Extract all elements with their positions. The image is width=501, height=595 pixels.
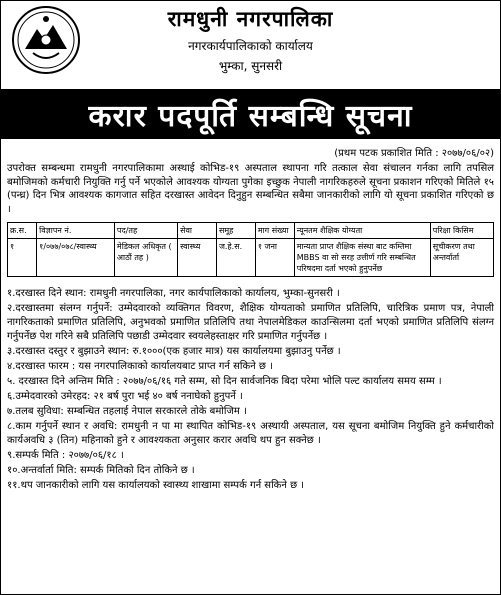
condition-item: २.दरखास्तमा संलग्न गर्नुपर्ने: उम्मेदवारको व्यक्तिगत विवरण, शैक्षिक योग्यताको प्रमाणित प्रतिलिपि, चारित्रिक प्रमाण पत्र, नेपाली नागरिकताको प्रमाणित प्रतिलिपि, अनुभवको प्रमाणित प्रतिलिपि तथा नेपालमेडिकल काउन्सिलमा दर्ता भएको प्रमाणित प्रतिलिपि संलग्न गर्नुपर्नेछ पेश गरिने सबै प्रतिलिपि पछाडी उम्मेदवार स्वयलेहस्ताक्षर गरि प्रमाणित गर्नुपर्नेछ । [7,303,494,342]
cell-service: स्वास्थ्य [178,239,217,277]
cell-sn: १ [8,239,37,277]
vacancy-table [7,222,494,277]
cell-qualification: मान्यता प्राप्त शैक्षिक संस्था बाट कम्तिमा MBBS वा सो सरह उत्तीर्ण गरि सम्बन्धित परिषदमा दर्ता भएको हुनुपर्नेछ [294,239,430,277]
cell-group: ज.हे.स. [216,239,255,277]
table-row [8,239,494,277]
office-location: भुम्का, सुनसरी [218,59,283,73]
condition-item: ११.थप जानकारीको लागि यस कार्यालयको स्वास्थ्य शाखामा सम्पर्क गर्न सकिने छ । [7,480,305,491]
office-name: नगरकार्यपालिकाको कार्यालय [188,39,313,53]
col-header-exam: परिक्षा किसिम [430,223,493,239]
col-header-service: सेवा [178,223,217,239]
condition-item: ४.दरखास्त फारम : यस नगरपालिकाको कार्यालयबाट प्राप्त गर्न सकिने छ । [7,361,273,372]
col-header-group: समूह [216,223,255,239]
cell-demand: १ जना [255,239,294,277]
publication-date: (प्रथम पटक प्रकाशित मिति : २०७७/०६/०२) [334,148,494,159]
intro-paragraph: उपरोक्त सम्बन्धमा रामधुनी नगरपालिकामा अस्थाई कोभिड-१९ अस्पताल स्थापना गरि तत्काल सेवा संचालन गर्नका लागि तपसिल बमोजिमको कर्मचारी नियुक्ति गर्नु पर्ने भएकोले आवश्यक योग्यता पुगेका इच्छुक नेपाली नागरिकहरुले सूचना प्रकाशन गरिएको मितिले १५ (पन्ध्र) दिन भित्र आवश्यक कागजात सहित दरखास्त आवेदन दिनुहुन सम्बन्धित सबैमा जानकारीको लागि यो सूचना प्रकाशित गरिएको छ । [7,163,494,215]
condition-item: ९.सम्पर्क मिति : २०७७/०६/१८ । [7,450,124,461]
col-header-sn: क्र.स. [8,223,37,239]
notice-header [7,1,494,85]
condition-item: ३.दरखास्त दस्तुर र बुझाउने स्थान: रु.१०००(एक हजार मात्र) यस कार्यालयमा बुझाउनु पर्नेछ । [7,346,341,357]
cell-post: मेडिकल अधिकृत ( आठौं तह ) [114,239,177,277]
condition-item: १०.अन्तर्वार्ता मिति: सम्पर्क मितिको दिन तोकिने छ । [7,465,195,476]
col-header-qualification: न्यूनतम शैक्षिक योग्यता [294,223,430,239]
condition-item: ५. दरखास्त दिने अन्तिम मिति : २०७७/०६/१६ गते सम्म, सो दिन सार्वजनिक बिदा परेमा भोलि पल्ट कार्यालय समय सम्म । [7,376,442,387]
notice-title-banner: करार पदपूर्ति सम्बन्धि सूचना [1,89,500,139]
cell-ad-no: १/०७७/०७८/स्वास्थ्य [37,239,115,277]
col-header-ad-no: विज्ञापन नं. [37,223,115,239]
condition-item: ७.तलब सुविधा: सम्बन्धित तहलाई नेपाल सरकारले तोके बमोजिम । [7,406,247,417]
condition-item: १.दरखास्त दिने स्थान: रामधुनी नगरपालिका, नगर कार्यपालिकाको कार्यालय, भुम्का-सुनसरी । [7,288,340,299]
table-header-row [8,223,494,239]
condition-item: ८.काम गर्नुपर्ने स्थान र अवधि: रामधुनी न पा मा स्थापित कोभिड-१९ अस्थायी अस्पताल, यस सूचना बमोजिम नियुक्ति हुने कर्मचारीको कार्यअवधि ३ (तिन) महिनाको हुने र आवश्यकता अनुसार करार अवधि थप हुन सक्नेछ । [7,421,494,446]
conditions-list [7,287,494,493]
cell-exam: सूचीकरण तथा अन्तर्वार्ता [430,239,493,277]
organization-name: रामधुनी नगरपालिका [167,7,334,31]
condition-item: ६.उम्मेदवारको उमेरहद: २१ बर्ष पुरा भई ४० बर्ष ननाघेको हुनुपर्ने । [7,391,243,402]
col-header-demand: माग संख्या [255,223,294,239]
col-header-post: पद/तह [114,223,177,239]
